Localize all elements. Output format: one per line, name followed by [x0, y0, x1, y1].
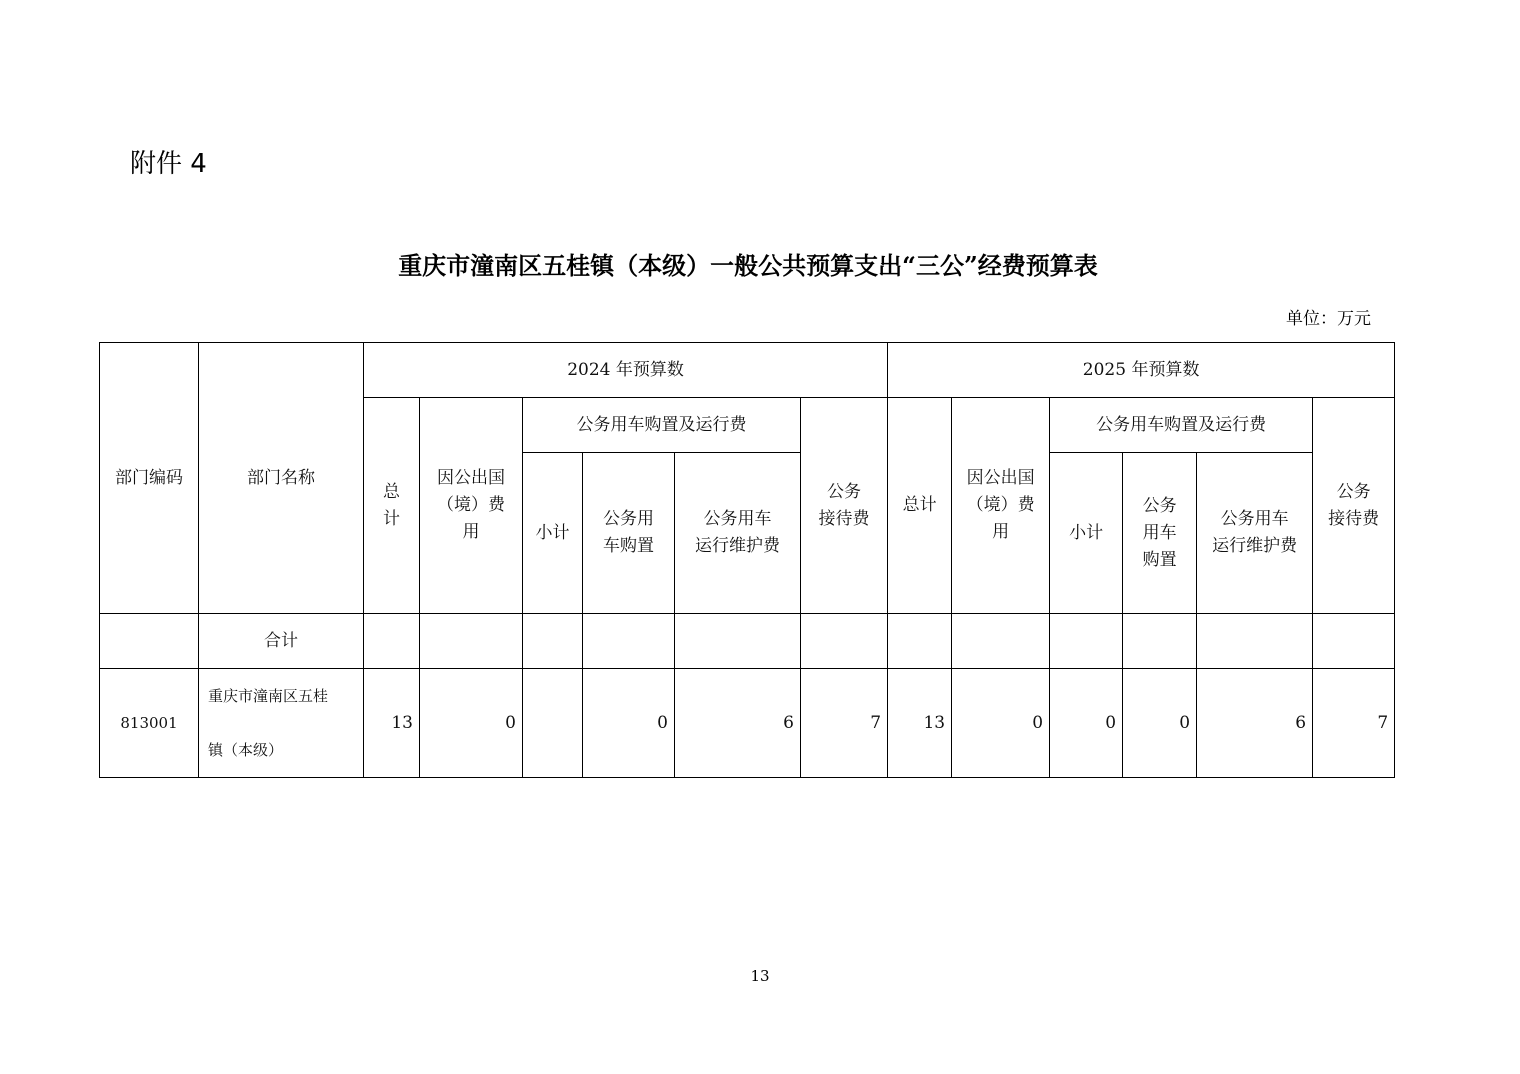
- header-maintenance-2025-line1: 公务用车: [1220, 509, 1289, 529]
- value-2024-subtotal: [523, 669, 583, 778]
- header-maintenance-2025: [1197, 453, 1313, 614]
- header-purchase-2024-line1: 公务用: [603, 509, 654, 529]
- total-row-cell: [675, 614, 801, 669]
- header-purchase-2024-line2: 车购置: [603, 536, 654, 556]
- header-total-2024-line1: 总: [383, 481, 400, 502]
- table-row: [100, 669, 1395, 778]
- header-abroad-2025-line2: （境）费: [966, 495, 1035, 515]
- total-row-cell: [523, 614, 583, 669]
- total-row-cell: [1313, 614, 1395, 669]
- value-2025-purchase: 0: [1123, 669, 1197, 778]
- header-reception-2024-line1: 公务: [827, 481, 862, 502]
- total-row-cell: [1123, 614, 1197, 669]
- header-maintenance-2024-line2: 运行维护费: [695, 536, 780, 556]
- budget-table: [99, 342, 1395, 778]
- total-row-cell: [1050, 614, 1123, 669]
- header-reception-2024-line2: 接待费: [818, 508, 870, 529]
- total-row-cell: [420, 614, 523, 669]
- header-abroad-2024-line3: 用: [462, 522, 480, 542]
- value-2025-reception: 7: [1313, 669, 1395, 778]
- header-vehicle-group-2024: 公务用车购置及运行费: [523, 398, 801, 453]
- header-purchase-2025-line3: 购置: [1142, 549, 1177, 570]
- total-row-cell: [801, 614, 888, 669]
- value-2025-abroad: 0: [952, 669, 1050, 778]
- header-purchase-2024: [583, 453, 675, 614]
- header-abroad-2025-line3: 用: [992, 522, 1010, 542]
- header-abroad-2025-line1: 因公出国: [966, 468, 1035, 488]
- header-maintenance-2025-line2: 运行维护费: [1212, 536, 1298, 556]
- value-2024-total: 13: [364, 669, 420, 778]
- value-2025-maintenance: 6: [1197, 669, 1313, 778]
- header-subtotal-2024: 小计: [523, 453, 583, 614]
- header-subtotal-2025: 小计: [1050, 453, 1123, 614]
- total-row: [100, 614, 1395, 669]
- attachment-label: 附件 4: [130, 149, 207, 179]
- dept-name-line1: 重庆市潼南区五桂: [208, 687, 329, 705]
- header-dept-name: 部门名称: [199, 343, 364, 614]
- header-row-1: [100, 343, 1395, 398]
- value-2024-reception: 7: [801, 669, 888, 778]
- header-abroad-2025: [952, 398, 1050, 614]
- value-2024-abroad: 0: [420, 669, 523, 778]
- header-vehicle-group-2025: 公务用车购置及运行费: [1050, 398, 1313, 453]
- header-abroad-2024-line1: 因公出国: [437, 468, 505, 488]
- header-reception-2025: [1313, 398, 1395, 614]
- header-maintenance-2024-line1: 公务用车: [703, 509, 772, 529]
- total-row-cell: [364, 614, 420, 669]
- total-row-cell: [888, 614, 952, 669]
- value-2025-total: 13: [888, 669, 952, 778]
- total-row-label: 合计: [199, 614, 364, 669]
- value-2025-subtotal: 0: [1050, 669, 1123, 778]
- dept-name-cell: [199, 669, 364, 778]
- unit-label: 单位：万元: [1286, 309, 1371, 329]
- total-row-cell: [1197, 614, 1313, 669]
- header-purchase-2025: [1123, 453, 1197, 614]
- header-abroad-2024-line2: （境）费: [437, 495, 505, 515]
- header-purchase-2025-line2: 用车: [1142, 522, 1177, 543]
- dept-code-cell: 813001: [100, 669, 199, 778]
- header-year-2024: 2024 年预算数: [364, 343, 888, 398]
- header-total-2024-line2: 计: [383, 508, 400, 529]
- total-row-cell: [583, 614, 675, 669]
- total-row-cell: [952, 614, 1050, 669]
- header-abroad-2024: [420, 398, 523, 614]
- value-2024-maintenance: 6: [675, 669, 801, 778]
- value-2024-purchase: 0: [583, 669, 675, 778]
- header-reception-2025-line2: 接待费: [1328, 508, 1380, 529]
- header-year-2025: 2025 年预算数: [888, 343, 1395, 398]
- header-maintenance-2024: [675, 453, 801, 614]
- header-purchase-2025-line1: 公务: [1142, 495, 1177, 516]
- header-total-2024: [364, 398, 420, 614]
- header-dept-code: 部门编码: [100, 343, 199, 614]
- header-reception-2025-line1: 公务: [1336, 481, 1371, 502]
- page-title: 重庆市潼南区五桂镇（本级）一般公共预算支出“三公”经费预算表: [398, 251, 1098, 280]
- dept-name-line2: 镇（本级）: [208, 741, 284, 759]
- total-row-code: [100, 614, 199, 669]
- header-total-2025: 总计: [888, 398, 952, 614]
- header-reception-2024: [801, 398, 888, 614]
- page-number: 13: [750, 967, 770, 985]
